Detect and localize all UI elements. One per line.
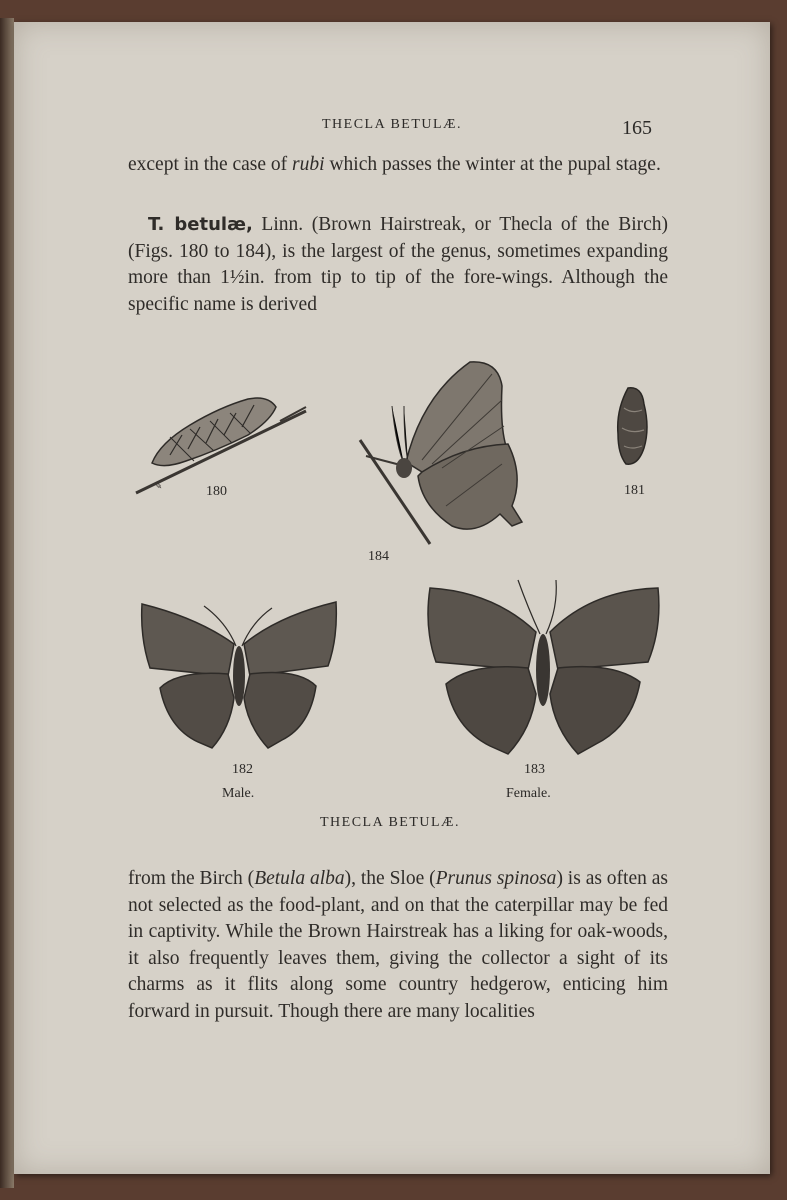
- para3-italic-prunus: Prunus spinosa: [435, 868, 557, 889]
- paragraph-1: [128, 152, 668, 179]
- fig-183-female-butterfly: [424, 578, 662, 756]
- para3-text-a: from the Birch (: [128, 868, 255, 889]
- fig-182-label: 182: [232, 762, 253, 777]
- fig-181-pupa: [612, 384, 654, 468]
- fig-183-label: 183: [524, 762, 545, 777]
- fig-182-male-butterfly: [138, 598, 340, 750]
- svg-text:✎: ✎: [154, 481, 163, 492]
- paragraph-3: [128, 866, 668, 1025]
- female-label: Female.: [506, 786, 551, 801]
- book-spine: [0, 18, 14, 1188]
- paragraph-2: [128, 212, 668, 318]
- fig-180-caterpillar: [130, 385, 310, 495]
- para2-text: Linn. (Brown Hairstreak, or Thecla of the Birch) (Figs. 180 to 184), is the largest of the genus, sometimes expanding more than 1½in. from tip to tip of the fore-wings. Although the specific name is derived: [128, 214, 669, 315]
- para3-text-b: ), the Sloe (: [344, 868, 436, 889]
- para1-italic-rubi: rubi: [292, 154, 325, 175]
- fig-184-label: 184: [368, 549, 389, 564]
- fig-180-label: 180: [206, 484, 227, 499]
- para3-italic-betula: Betula alba: [254, 868, 345, 889]
- species-heading: T. betulæ,: [148, 214, 253, 235]
- fig-184-butterfly-resting: [352, 356, 528, 548]
- fig-181-label: 181: [624, 483, 645, 498]
- para1-text-a: except in the case of: [128, 154, 293, 175]
- figure-caption: THECLA BETULÆ.: [320, 815, 460, 830]
- para3-text-c: ) is as often as not selected as the food-plant, and on that the caterpillar may be fed in captivity. While the Brown Hairstreak has a liking for oak-woods, it also frequently leaves them, giving the collector a sight of its charms as it flits along some country hedgerow, enticing him forward in pursuit. Though there are many localities: [128, 868, 668, 1022]
- running-title: THECLA BETULÆ.: [322, 117, 462, 132]
- page-header: [0, 95, 787, 139]
- male-label: Male.: [222, 786, 255, 801]
- para1-text-b: which passes the winter at the pupal stage.: [324, 154, 661, 175]
- page-number: 165: [622, 117, 652, 139]
